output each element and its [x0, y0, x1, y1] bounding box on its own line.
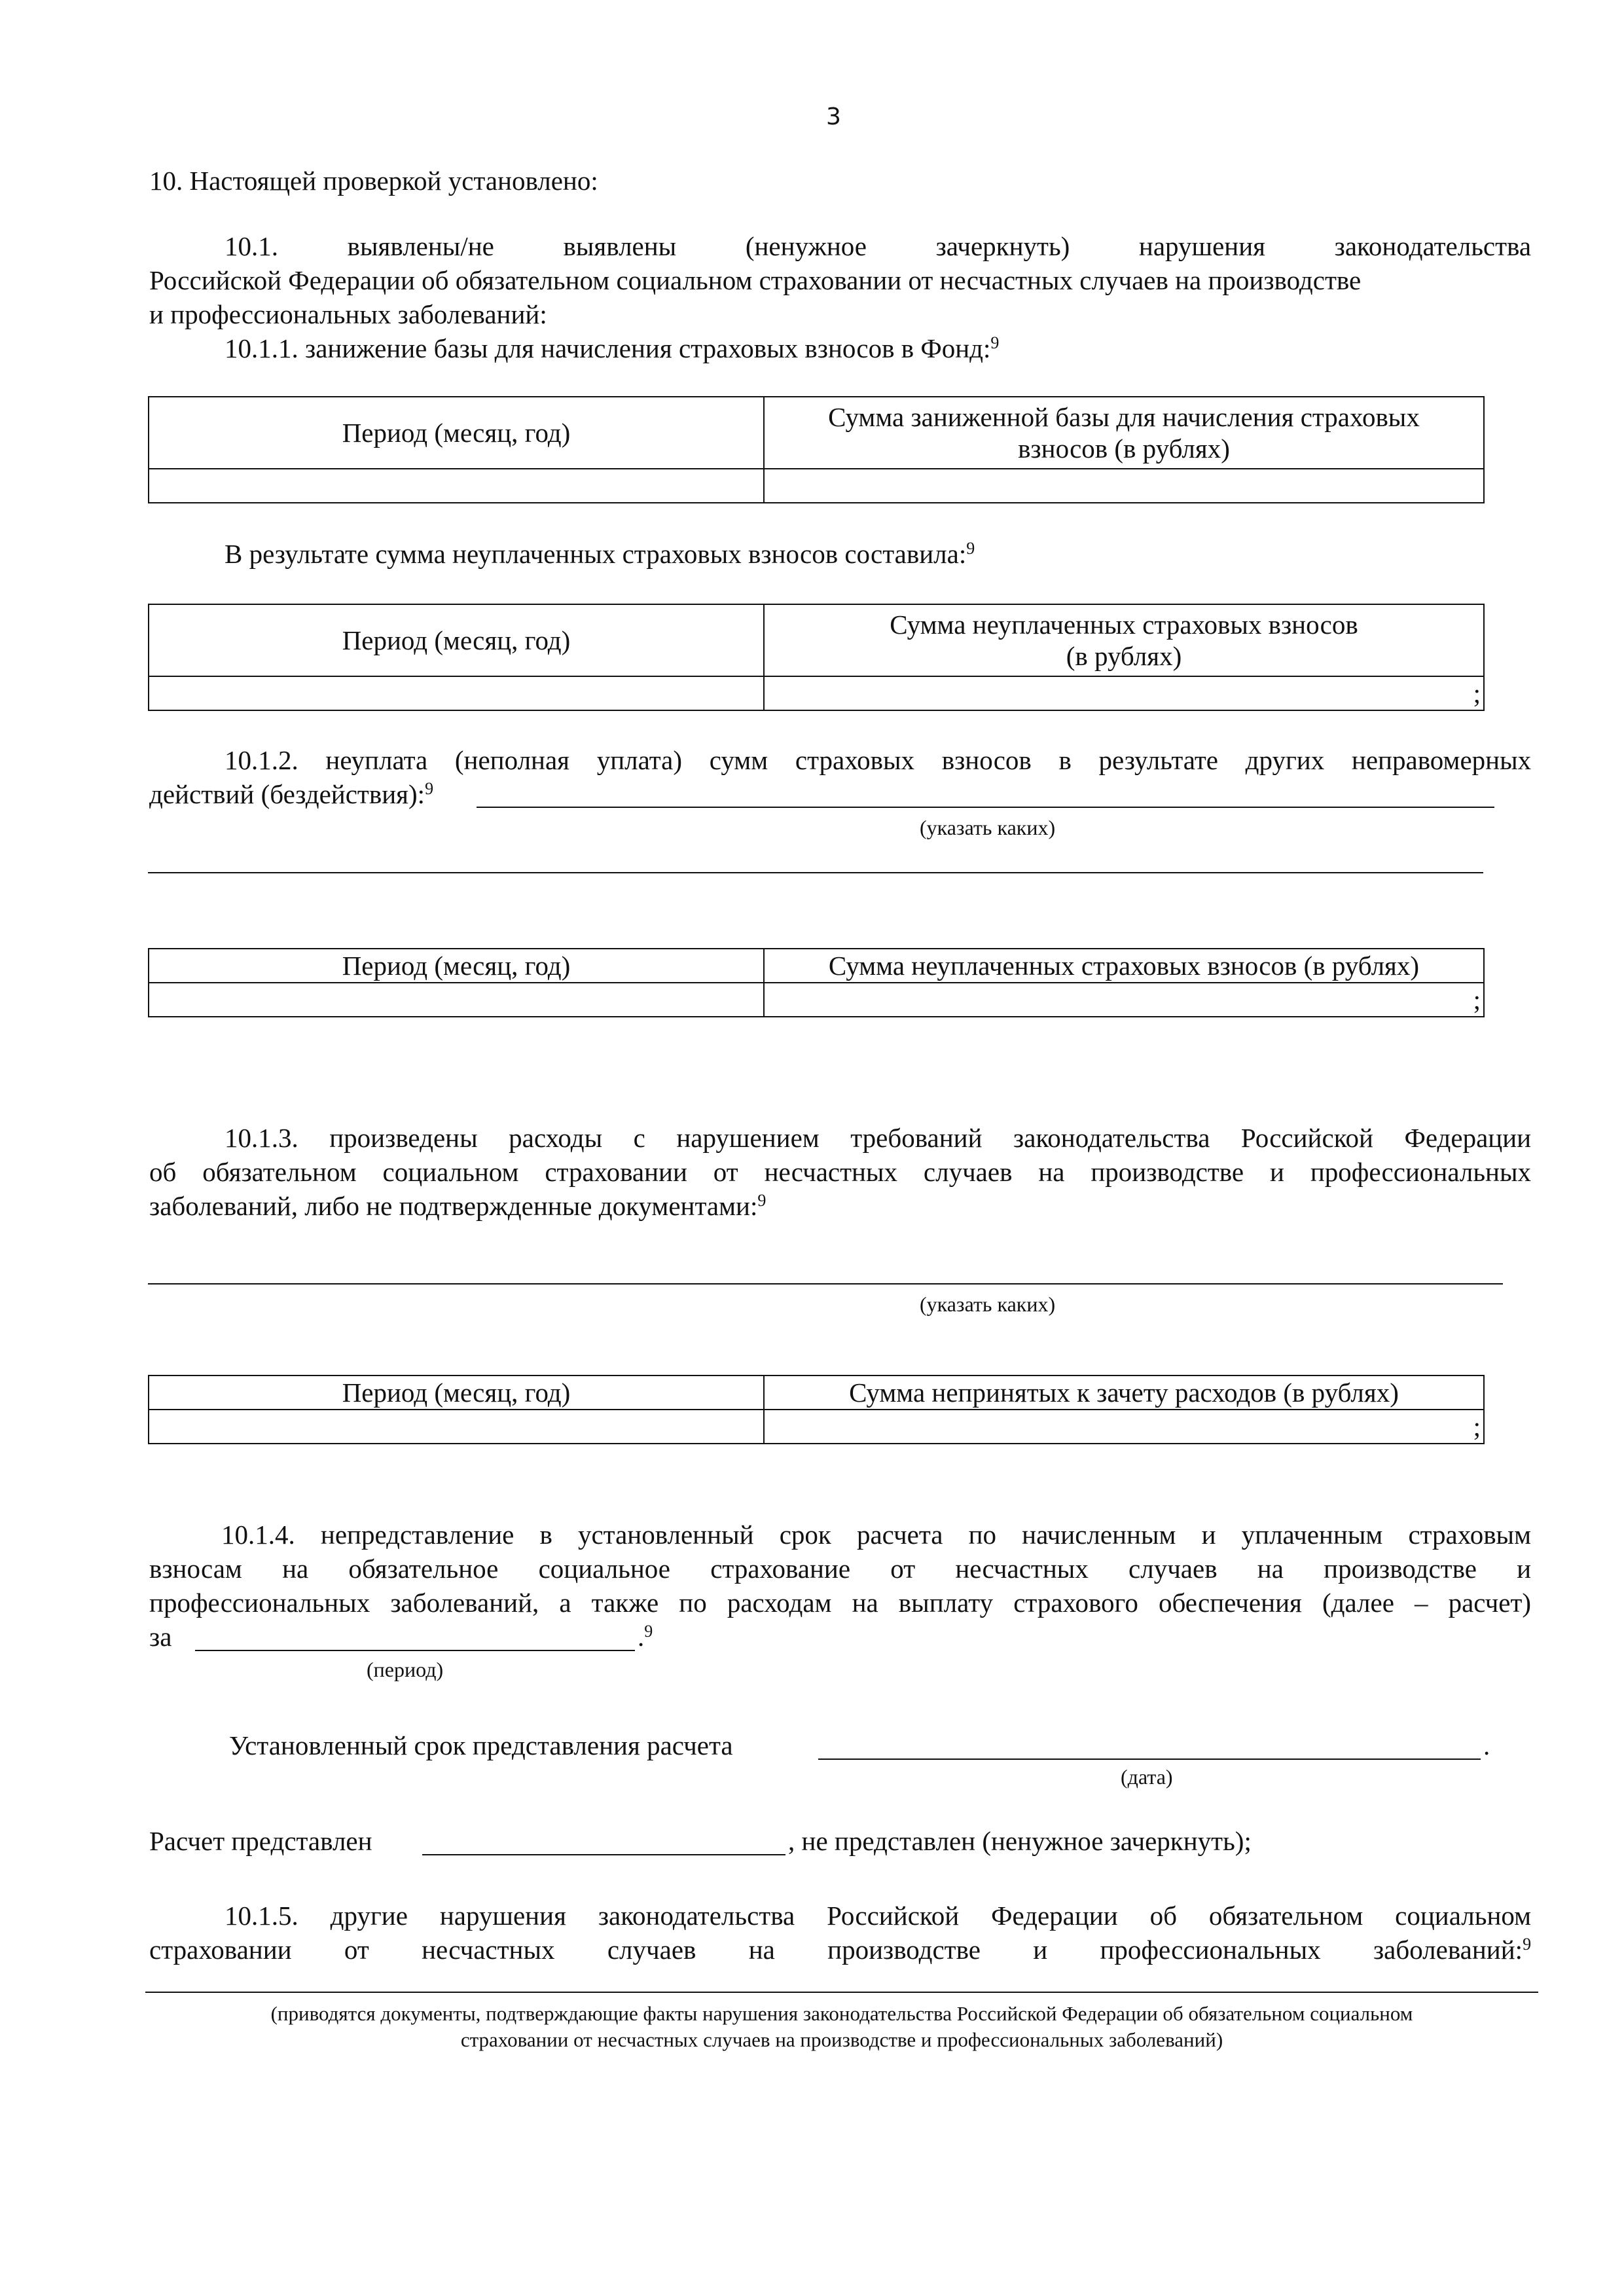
table4-header-sum: Сумма непринятых к зачету расходов (в рублях): [764, 1376, 1484, 1410]
word: непредставление: [320, 1520, 514, 1550]
word: результате: [1098, 745, 1218, 775]
word: Российской: [827, 1901, 960, 1931]
table2-header-period: Период (месяц, год): [149, 604, 764, 676]
table4-cell-sum[interactable]: [764, 1410, 1484, 1444]
word: 10.1.: [225, 231, 278, 261]
word: 10.1.5.: [225, 1901, 298, 1931]
word: с: [633, 1123, 645, 1153]
word: также: [591, 1588, 659, 1618]
word: расходы: [509, 1123, 603, 1153]
word: случаев: [1128, 1554, 1218, 1584]
word: страхового: [1013, 1588, 1138, 1618]
word: нарушения: [1138, 231, 1266, 261]
word: произведены: [329, 1123, 478, 1153]
word: социальном: [382, 1157, 519, 1187]
table4-cell-period[interactable]: [149, 1410, 764, 1444]
result-statement: В результате сумма неуплаченных страховых взносов составила:$^9$: [225, 539, 975, 569]
section-10-1-5-caption-line2: страховании от несчастных случаев на производстве и профессиональных заболеваний): [460, 2028, 1223, 2051]
word: по: [968, 1520, 997, 1550]
word: взносов: [941, 745, 1032, 775]
table4-header-period: Период (месяц, год): [149, 1376, 764, 1410]
word: законодательства: [1013, 1123, 1210, 1153]
section-10-1-5-line1: [149, 1899, 1531, 1933]
section-10-1-2-blank-1[interactable]: [477, 807, 1494, 808]
word: от: [344, 1935, 369, 1965]
table1-cell-period[interactable]: [149, 469, 764, 503]
section-10-1-3-blank[interactable]: [148, 1283, 1503, 1285]
table2-cell-period[interactable]: [149, 676, 764, 710]
word: Российской: [1240, 1123, 1373, 1153]
word: страховании: [545, 1157, 687, 1187]
word: страхование: [710, 1554, 851, 1584]
word: неуплата: [325, 745, 428, 775]
word: взносам: [149, 1554, 242, 1584]
word: в: [1058, 745, 1072, 775]
word: расчет): [1448, 1588, 1531, 1618]
word: другие: [330, 1901, 408, 1931]
word: несчастных: [764, 1157, 898, 1187]
word: начисленным: [1022, 1520, 1176, 1550]
word: от: [890, 1554, 916, 1584]
word: законодательства: [598, 1901, 795, 1931]
word: –: [1415, 1588, 1428, 1618]
word: и: [1517, 1554, 1531, 1584]
section-10-1-line1: [149, 229, 1531, 263]
word: заболеваний,: [390, 1588, 539, 1618]
word: обеспечения: [1158, 1588, 1302, 1618]
word: законодательства: [1334, 231, 1531, 261]
word: (неполная: [454, 745, 570, 775]
word: страховых: [795, 745, 915, 775]
word: об: [149, 1157, 177, 1187]
section-10-1-4-za: за: [149, 1622, 172, 1652]
word: (далее: [1322, 1588, 1394, 1618]
section-10-1-2-line1: [149, 743, 1531, 777]
word: уплаченным: [1241, 1520, 1383, 1550]
section-10-1-3-caption: (указать каких): [920, 1292, 1056, 1316]
table2-header-sum: Сумма неуплаченных страховых взносов (в рублях): [764, 604, 1484, 676]
table2-cell-sum[interactable]: [764, 676, 1484, 710]
word: уплата): [596, 745, 683, 775]
word: 10.1.4.: [221, 1520, 295, 1550]
table1-header-period: Период (месяц, год): [149, 397, 764, 469]
submitted-label: Расчет представлен: [149, 1826, 372, 1856]
word: на: [1038, 1157, 1065, 1187]
section-10-1-4-period-blank[interactable]: [195, 1650, 635, 1651]
section-10-1-1: 10.1.1. занижение базы для начисления страховых взносов в Фонд:$^9$: [225, 333, 1000, 363]
section-10-1-3-line2: [149, 1155, 1531, 1189]
word: случаев: [923, 1157, 1013, 1187]
word: несчастных: [422, 1935, 555, 1965]
table1-cell-sum[interactable]: [764, 469, 1484, 503]
table3-header-sum: Сумма неуплаченных страховых взносов (в рублях): [764, 949, 1484, 983]
word: нарушения: [439, 1901, 566, 1931]
section-10-1-2-caption: (указать каких): [920, 816, 1056, 839]
word: установленный: [577, 1520, 754, 1550]
word: по: [679, 1588, 707, 1618]
table3-cell-period[interactable]: [149, 983, 764, 1017]
word: обязательном: [1208, 1901, 1363, 1931]
table1-header-sum: Сумма заниженной базы для начисления страховых взносов (в рублях): [764, 397, 1484, 469]
word: профессиональных: [149, 1588, 370, 1618]
word: и: [1033, 1935, 1048, 1965]
section-10-1-4-line2: [149, 1552, 1531, 1586]
section-10-1-4-period-caption: (период): [367, 1658, 444, 1681]
word: сумм: [709, 745, 768, 775]
word: случаев: [607, 1935, 696, 1965]
table3-semicolon: ;: [1473, 985, 1481, 1015]
section-10-1-4-line1: [149, 1518, 1531, 1552]
word: заболеваний:$^9$: [1373, 1935, 1531, 1965]
section-10-1-5-blank[interactable]: [145, 1992, 1538, 1993]
word: страховании: [149, 1935, 292, 1965]
submitted-tail: , не представлен (ненужное зачеркнуть);: [788, 1826, 1252, 1856]
word: а: [559, 1588, 571, 1618]
section-10-1-line3: и профессиональных заболеваний:: [149, 299, 547, 329]
word: 10.1.2.: [225, 745, 298, 775]
word: Федерации: [991, 1901, 1118, 1931]
word: производстве: [827, 1935, 981, 1965]
section-10-1-3-line1: [149, 1121, 1531, 1155]
deadline-dot: .: [1483, 1730, 1490, 1760]
section-10-1-5-line2: [149, 1933, 1531, 1967]
section-10-1-4-dot: .$^9$: [638, 1622, 653, 1652]
word: на: [1257, 1554, 1284, 1584]
word: 10.1.3.: [225, 1123, 298, 1153]
table4-semicolon: ;: [1473, 1412, 1481, 1442]
word: других: [1245, 745, 1325, 775]
word: выявлены: [563, 231, 677, 261]
word: профессиональных: [1310, 1157, 1531, 1187]
table-understated-base: [148, 396, 1485, 503]
word: выявлены/не: [347, 231, 494, 261]
word: обязательное: [348, 1554, 499, 1584]
section-10-1-2-blank-2[interactable]: [148, 872, 1483, 873]
section-10-1-5-caption-line1: (приводятся документы, подтверждающие факты нарушения законодательства Российской Федерации об обязательном социальном: [270, 2002, 1413, 2025]
section-10-1-line2: Российской Федерации об обязательном социальном страховании от несчастных случаев на производстве: [149, 265, 1362, 295]
word: расчета: [856, 1520, 943, 1550]
word: срок: [779, 1520, 831, 1550]
word: расходам: [727, 1588, 832, 1618]
word: на: [282, 1554, 309, 1584]
word: в: [539, 1520, 552, 1550]
table3-header-period: Период (месяц, год): [149, 949, 764, 983]
section-10-1-2-line2: действий (бездействия):$^9$: [149, 779, 434, 809]
deadline-date-blank[interactable]: [818, 1758, 1481, 1760]
section-10-heading: 10. Настоящей проверкой установлено:: [149, 166, 598, 196]
submitted-blank[interactable]: [422, 1854, 785, 1855]
section-10-1-4-line3: [149, 1586, 1531, 1620]
word: требований: [850, 1123, 983, 1153]
word: несчастных: [955, 1554, 1089, 1584]
word: нарушением: [676, 1123, 820, 1153]
word: производстве: [1091, 1157, 1244, 1187]
table2-semicolon: ;: [1473, 678, 1481, 708]
word: об: [1149, 1901, 1177, 1931]
word: выплату: [898, 1588, 994, 1618]
table-unpaid-other: [148, 948, 1485, 1017]
section-10-1-3-line3: заболеваний, либо не подтвержденные документами:$^9$: [149, 1191, 767, 1221]
word: профессиональных: [1100, 1935, 1321, 1965]
deadline-label: Установленный срок представления расчета: [229, 1730, 733, 1760]
word: и: [1201, 1520, 1216, 1550]
table-unaccepted-expenses: [148, 1375, 1485, 1444]
word: (ненужное: [745, 231, 867, 261]
deadline-caption: (дата): [1121, 1765, 1173, 1789]
word: на: [748, 1935, 775, 1965]
page-number: 3: [826, 103, 841, 130]
word: страховым: [1408, 1520, 1531, 1550]
word: от: [713, 1157, 738, 1187]
word: социальном: [1395, 1901, 1531, 1931]
word: Федерации: [1404, 1123, 1531, 1153]
word: зачеркнуть): [935, 231, 1070, 261]
table-unpaid-contributions: [148, 604, 1485, 711]
word: и: [1270, 1157, 1284, 1187]
word: производстве: [1324, 1554, 1477, 1584]
word: социальное: [538, 1554, 670, 1584]
word: на: [852, 1588, 878, 1618]
word: обязательном: [202, 1157, 357, 1187]
table3-cell-sum[interactable]: [764, 983, 1484, 1017]
word: неправомерных: [1351, 745, 1531, 775]
